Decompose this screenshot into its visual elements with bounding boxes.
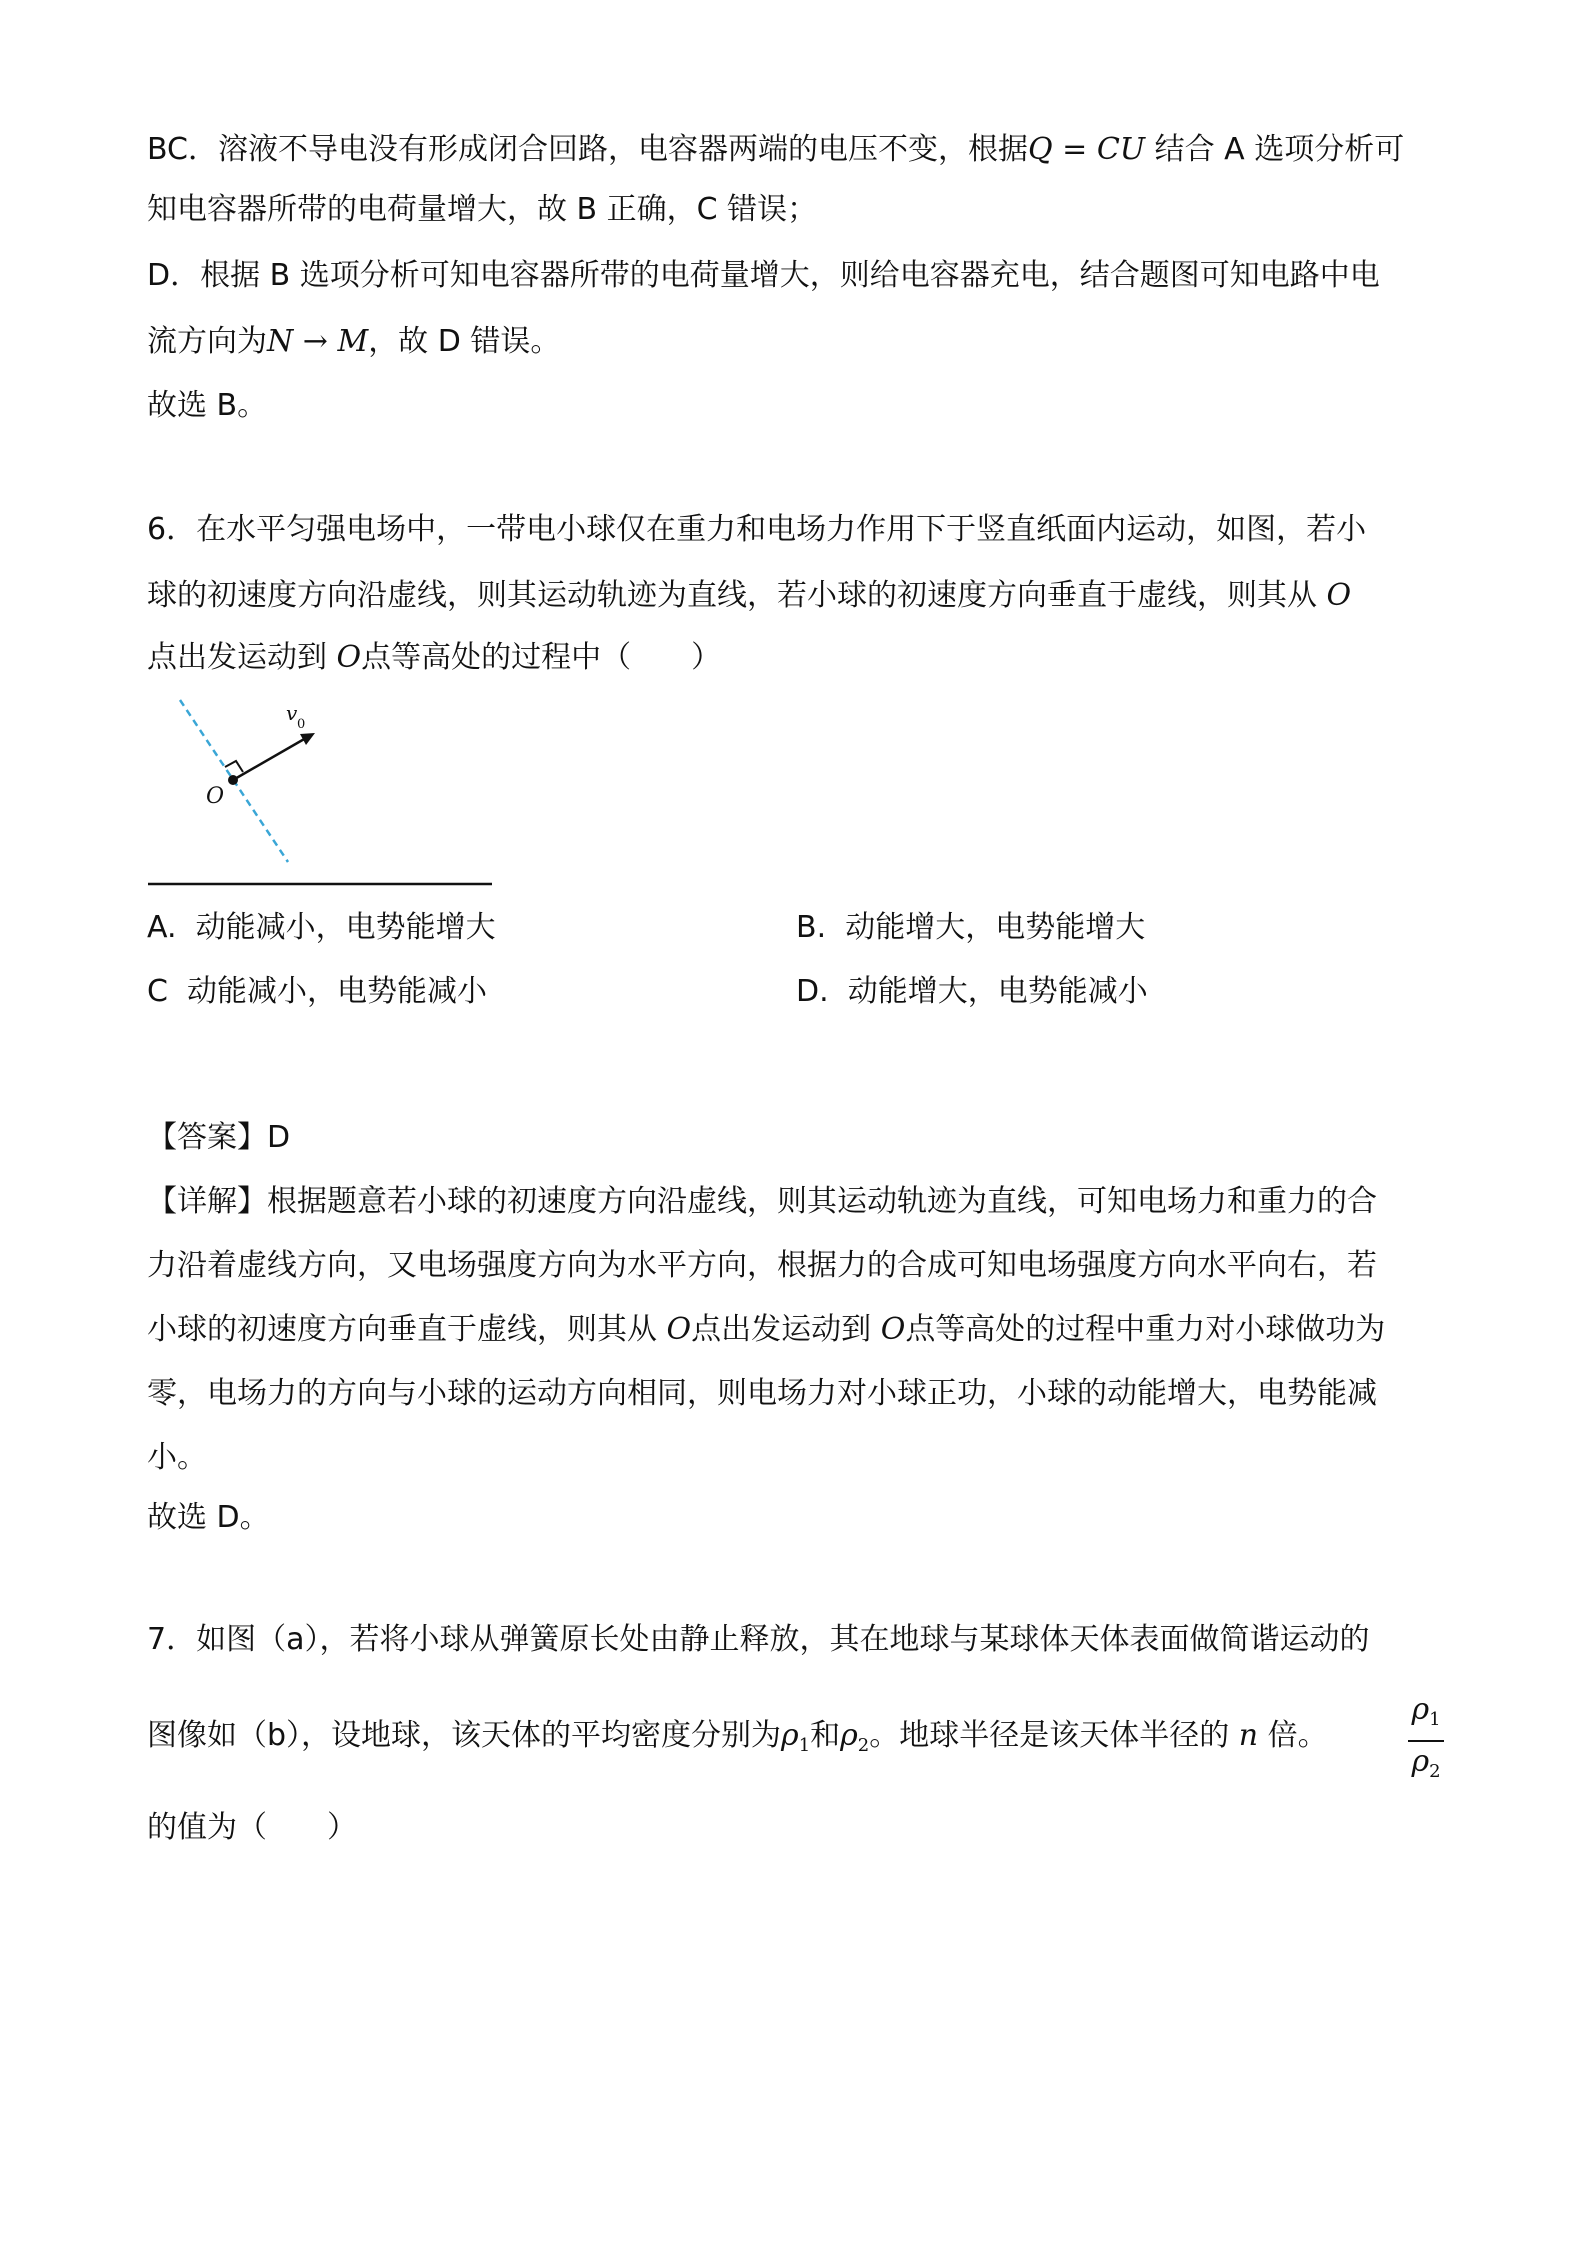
conclusion-d: 故选 D。 [147, 1500, 270, 1535]
text: 点出发运动到 [147, 640, 327, 675]
d-analysis-line-1: D．根据 B 选项分析可知电容器所带的电荷量增大，则给电容器充电，结合题图可知电路中电 [147, 258, 1380, 293]
detail-label: 【详解】 [147, 1184, 267, 1219]
q6-stem-line-1: 6．在水平匀强电场中，一带电小球仅在重力和电场力作用下于竖直纸面内运动，如图，若小 [147, 512, 1367, 547]
text: 点出发运动到 [691, 1312, 872, 1347]
text: 。地球半径是该天体半径的 [869, 1718, 1230, 1753]
formula-n-to-m: N → M [267, 324, 369, 359]
subscript: 1 [1429, 1709, 1441, 1730]
text: 球的初速度方向沿虚线，则其运动轨迹为直线，若小球的初速度方向垂直于虚线，则其从 [147, 578, 1317, 613]
conclusion-b: 故选 B。 [147, 388, 268, 423]
subscript: 1 [798, 1735, 811, 1756]
bc-analysis-line-2: 知电容器所带的电荷量增大，故 B 正确，C 错误； [147, 192, 818, 227]
option-label: A. [147, 910, 177, 945]
formula-q-cu: Q = CU [1028, 132, 1146, 167]
option-label: C [147, 974, 168, 1009]
rho-symbol: ρ [781, 1718, 799, 1753]
answer-label: 【答案】 [147, 1120, 267, 1155]
q6-stem-line-2 [147, 576, 1351, 616]
text: 点等高处的过程中重力对小球做功为 [905, 1312, 1386, 1347]
text: BC．溶液不导电没有形成闭合回路，电容器两端的电压不变，根据 [147, 132, 1029, 167]
text: 点等高处的过程中（ ） [361, 640, 722, 675]
v0-label: v [286, 701, 298, 725]
rho-1 [781, 1718, 811, 1756]
point-o: O [880, 1312, 906, 1347]
rho-symbol: ρ [1411, 1744, 1430, 1779]
q7-stem-line-2 [147, 1716, 1328, 1766]
text: 流方向为 [147, 324, 267, 359]
text: 和 [810, 1718, 841, 1753]
q6-diagram [140, 690, 510, 890]
text: ，故 D 错误。 [368, 324, 561, 359]
text: 图像如（b），设地球，该天体的平均密度分别为 [147, 1718, 782, 1753]
q6-stem-line-3 [147, 638, 721, 678]
text: 小球的初速度方向垂直于虚线，则其从 [147, 1312, 657, 1347]
option-a[interactable] [147, 908, 496, 948]
option-text: 动能减小，电势能减小 [187, 974, 488, 1009]
q6-detail-line-3 [147, 1310, 1385, 1350]
option-text: 动能减小，电势能增大 [195, 910, 496, 945]
q7-stem-line-1: 7．如图（a），若将小球从弹簧原长处由静止释放，其在地球与某球体天体表面做简谐运动的 [147, 1622, 1370, 1657]
fraction-denominator [1408, 1744, 1444, 1790]
q7-stem-line-3: 的值为（ ） [147, 1810, 357, 1845]
option-text: 动能增大，电势能减小 [847, 974, 1148, 1009]
option-c[interactable] [147, 972, 487, 1012]
fraction-bar [1408, 1740, 1444, 1742]
subscript: 2 [1429, 1761, 1441, 1782]
point-o: O [666, 1312, 692, 1347]
ball-point [228, 775, 238, 785]
text: 倍。 [1267, 1718, 1328, 1753]
q6-detail-line-2: 力沿着虚线方向，又电场强度方向为水平方向，根据力的合成可知电场强度方向水平向右，若 [147, 1248, 1377, 1283]
option-label: D. [796, 974, 829, 1009]
d-analysis-line-2 [147, 322, 560, 362]
text: 根据题意若小球的初速度方向沿虚线，则其运动轨迹为直线，可知电场力和重力的合 [267, 1184, 1377, 1219]
point-o: O [1326, 578, 1352, 613]
option-label: B. [796, 910, 827, 945]
q6-answer [147, 1118, 290, 1158]
option-text: 动能增大，电势能增大 [845, 910, 1146, 945]
q6-detail-line-1 [147, 1182, 1377, 1222]
q6-detail-line-4: 零，电场力的方向与小球的运动方向相同，则电场力对小球正功，小球的动能增大，电势能减 [147, 1376, 1377, 1411]
q6-detail-line-5: 小。 [147, 1440, 207, 1475]
bc-analysis-line-1 [147, 130, 1404, 170]
answer-value: D [267, 1120, 291, 1155]
n-variable: n [1238, 1718, 1259, 1753]
text: 结合 A 选项分析可 [1154, 132, 1405, 167]
q6-figure [140, 690, 510, 894]
point-o: O [336, 640, 362, 675]
rho-symbol: ρ [1411, 1692, 1430, 1727]
option-d[interactable] [796, 972, 1148, 1012]
fraction-numerator [1408, 1692, 1444, 1738]
subscript: 2 [857, 1735, 870, 1756]
rho-symbol: ρ [840, 1718, 858, 1753]
rho-2 [840, 1718, 870, 1756]
v0-subscript: 0 [297, 717, 306, 732]
option-b[interactable] [796, 908, 1145, 948]
velocity-arrow [233, 738, 306, 780]
rho-fraction [1408, 1692, 1444, 1790]
o-label: O [206, 784, 225, 809]
